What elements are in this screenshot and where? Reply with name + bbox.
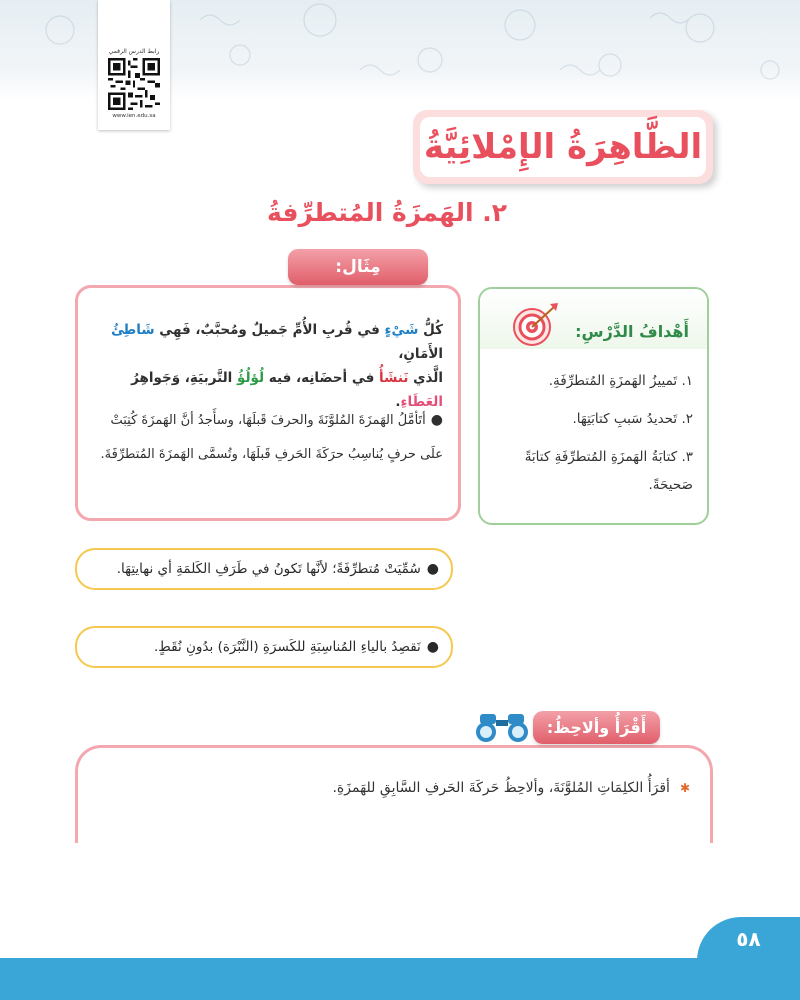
qr-url[interactable]: www.ien.edu.sa (112, 113, 156, 119)
note-text: نَقصِدُ بالياءِ المُناسِبَةِ للكَسرَةِ (النَّبْرَة) بدُونِ نُقَطٍ. (154, 639, 421, 655)
page-number: ٥٨ (697, 917, 800, 961)
objectives-title: أَهْدافُ الدَّرْسِ: (575, 322, 689, 341)
colored-word: لُؤلُؤُ (237, 370, 265, 386)
objectives-list (488, 367, 693, 509)
colored-word: شَيْءٍ (384, 322, 419, 338)
qr-caption: رابط الدرس الرقمي (108, 48, 160, 55)
text-segment: في قُربِ الأُمِّ جَميلٌ ومُحبَّبٌ، فَهِي (154, 322, 385, 338)
unit-title: الظَّاهِرَةُ الإِمْلائِيَّةُ (423, 127, 703, 167)
example-bullet (93, 403, 443, 472)
objective-item: ٢. تَحديدُ سَببِ كتابَتِهَا. (572, 411, 693, 427)
colored-word: نَنشَأُ (379, 370, 409, 386)
note-text: سُمِّيَتْ مُتطرِّفَةً؛ لأنَّها تَكونُ في طَرَفِ الكَلمَةِ أي نهايتِهَا. (116, 561, 421, 577)
text-segment: الَّذي (408, 370, 443, 386)
text-segment: التَّربيَةِ، وَجَواهِرُ (131, 370, 237, 386)
qr-code-icon[interactable] (108, 58, 160, 110)
objectives-box (478, 287, 709, 525)
read-observe-tab: أَقْرَأُ وألاحِظُ: (533, 711, 660, 744)
bullet-dot-icon: ● (426, 561, 439, 577)
text-segment: كُلُّ (418, 322, 443, 338)
target-icon (510, 301, 560, 347)
objective-item: ٣. كتابَةُ الهَمزَةِ المُتطرِّفَةِ كتابَةً صَحيحَةً. (524, 449, 693, 493)
read-observe-box (75, 745, 713, 843)
note-box (75, 548, 453, 590)
unit-title-frame (420, 117, 706, 177)
text-segment: في أحضَانِه، فيه (264, 370, 380, 386)
example-paragraph (88, 318, 443, 414)
example-box (75, 285, 461, 521)
footer-band (0, 958, 800, 1000)
colored-word: شَاطِئُ (111, 322, 155, 338)
text-segment: . (395, 394, 401, 410)
binoculars-icon (470, 712, 534, 744)
example-bullet-text: أتَأمَّلُ الهَمزَةَ المُلوَّنَةَ والحرفَ قَبلَهَا، وسأَجدُ أنَّ الهَمزَةَ كُتِبَتْ علَى حرفٍ يُناسِبُ حرَكَةَ الحَرفِ قَبلَهَا، وتُسمَّى الهَمزَةَ المُتطرِّفَةَ. (100, 413, 443, 462)
lesson-title: ٢. الهَمزَةُ المُتطرِّفةُ (266, 198, 507, 227)
note-box (75, 626, 453, 668)
text-segment: الأَمَانِ، (398, 346, 443, 362)
bullet-dot-icon: ● (430, 412, 443, 428)
read-observe-header (440, 705, 665, 747)
unit-title-banner (413, 110, 713, 184)
colored-word: العَطَاءِ (400, 394, 443, 410)
qr-card[interactable] (98, 0, 170, 130)
objective-item: ١. تَمييزُ الهَمزَةِ المُتطرِّفَةِ. (548, 373, 693, 389)
example-tab: مِثَال: (288, 249, 428, 285)
star-bullet-icon: ✱ (679, 781, 690, 795)
instruction-text: أقرَأُ الكلِمَاتِ المُلوَّنَةَ، وألاحِظُ حَركَةَ الحَرفِ السَّابِقِ للهَمزَةِ. (332, 780, 670, 796)
bullet-dot-icon: ● (426, 639, 439, 655)
example-line-1 (88, 318, 443, 366)
read-observe-instruction (332, 780, 690, 796)
